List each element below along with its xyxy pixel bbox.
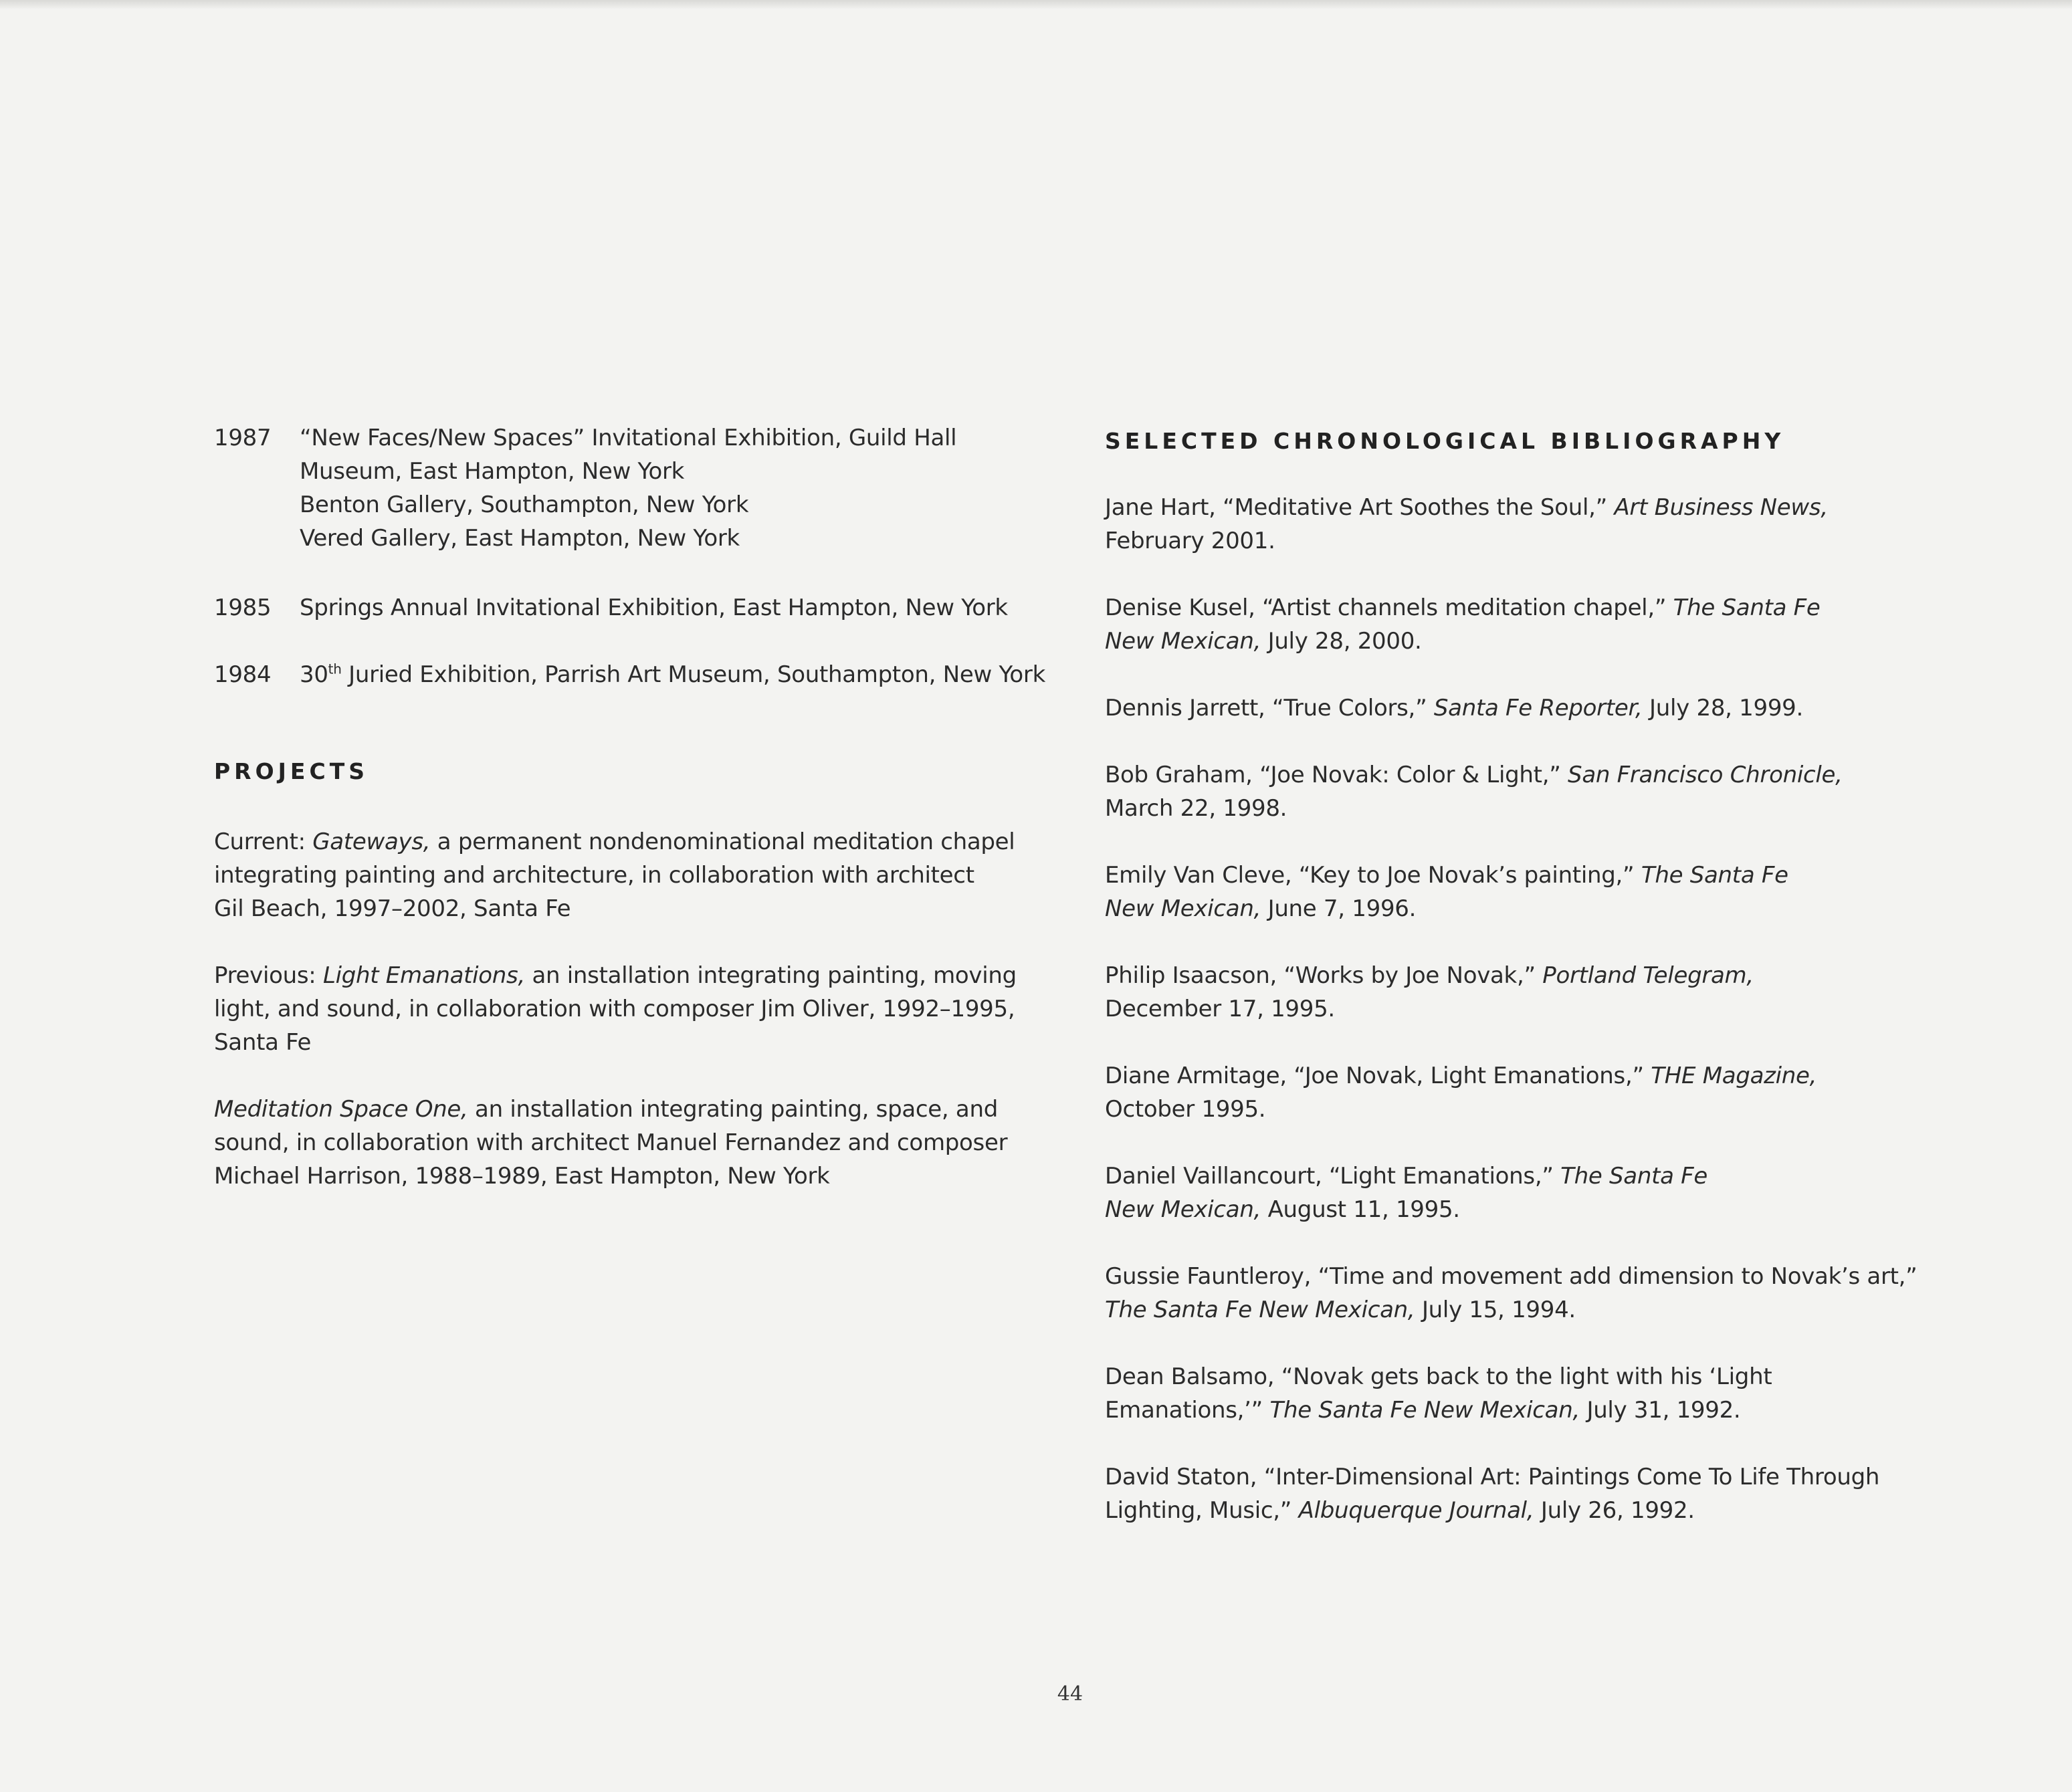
bib-publication: The Santa Fe	[1560, 1163, 1708, 1190]
project-current	[214, 825, 1015, 925]
projects-heading: PROJECTS	[214, 758, 369, 784]
bib-author-title: Denise Kusel, “Artist channels meditation chapel,”	[1105, 594, 1673, 621]
exhibition-line-rest: Juried Exhibition, Parrish Art Museum, Southampton, New York	[341, 661, 1045, 688]
page-top-edge	[0, 0, 2072, 9]
bib-date: July 31, 1992.	[1579, 1397, 1741, 1424]
bibliography-entry	[1105, 691, 1803, 725]
bib-date: July 15, 1994.	[1415, 1297, 1576, 1323]
bib-author-title: Gussie Fauntleroy, “Time and movement add dimension to Novak’s art,”	[1105, 1263, 1918, 1290]
bib-line	[1105, 1393, 1772, 1427]
bib-line	[1105, 1293, 1917, 1327]
exhibition-line: Vered Gallery, East Hampton, New York	[300, 525, 740, 552]
bibliography-entry	[1105, 491, 1828, 558]
bibliography-entry	[1105, 1159, 1707, 1226]
project-line: sound, in collaboration with architect Manuel Fernandez and composer	[214, 1129, 1008, 1156]
bib-publication: The Santa Fe	[1641, 862, 1788, 889]
bib-author-title: Emily Van Cleve, “Key to Joe Novak’s painting,”	[1105, 862, 1641, 889]
bib-line	[1105, 625, 1821, 658]
bib-publication: The Santa Fe New Mexican,	[1105, 1297, 1415, 1323]
bib-author-title: Bob Graham, “Joe Novak: Color & Light,”	[1105, 762, 1568, 788]
project-text: a permanent nondenominational meditation chapel	[430, 828, 1015, 855]
bib-publication: Santa Fe Reporter,	[1433, 695, 1643, 721]
bib-title-end: Lighting, Music,”	[1105, 1497, 1299, 1524]
bib-publication: Portland Telegram,	[1542, 962, 1754, 989]
bib-line	[1105, 892, 1788, 925]
project-label: Previous:	[214, 962, 323, 989]
bib-line	[1105, 691, 1803, 725]
bib-publication: Albuquerque Journal,	[1298, 1497, 1534, 1524]
project-title: Gateways,	[312, 828, 431, 855]
bibliography-entry	[1105, 959, 1754, 1026]
project-line	[214, 825, 1015, 859]
project-text: an installation integrating painting, moving	[524, 962, 1017, 989]
bib-line	[1105, 1494, 1879, 1527]
project-title: Meditation Space One,	[214, 1096, 468, 1123]
bib-publication: San Francisco Chronicle,	[1568, 762, 1843, 788]
exhibition-entry	[214, 591, 1008, 625]
bib-publication: The Santa Fe New Mexican,	[1269, 1397, 1580, 1424]
project-line: integrating painting and architecture, in collaboration with architect	[214, 862, 974, 889]
bib-date: July 26, 1992.	[1534, 1497, 1695, 1524]
bib-publication: Art Business News,	[1614, 494, 1828, 521]
bib-line	[1105, 859, 1788, 892]
bib-author-title: David Staton, “Inter-Dimensional Art: Paintings Come To Life Through	[1105, 1464, 1880, 1490]
project-line	[214, 959, 1017, 992]
exhibition-lines	[300, 591, 1008, 625]
bib-publication: The Santa Fe	[1673, 594, 1821, 621]
exhibition-entry	[214, 421, 956, 555]
exhibition-line: “New Faces/New Spaces” Invitational Exhibition, Guild Hall	[300, 425, 957, 451]
project-meditation	[214, 1093, 1007, 1193]
project-line: Michael Harrison, 1988–1989, East Hampton, New York	[214, 1163, 830, 1190]
bib-author-title: Dennis Jarrett, “True Colors,”	[1105, 695, 1434, 721]
exhibition-year: 1987	[214, 425, 272, 451]
bib-line	[1105, 758, 1843, 792]
page-number: 44	[1057, 1682, 1083, 1706]
bib-publication: New Mexican,	[1105, 628, 1261, 655]
project-text: an installation integrating painting, space, and	[468, 1096, 998, 1123]
bibliography-entry	[1105, 1059, 1817, 1126]
exhibition-line: Museum, East Hampton, New York	[300, 458, 685, 485]
bib-publication: THE Magazine,	[1651, 1062, 1817, 1089]
project-title: Light Emanations,	[322, 962, 525, 989]
bib-publication: New Mexican,	[1105, 895, 1261, 922]
exhibition-lines	[300, 421, 956, 555]
ordinal-number: 30	[300, 661, 328, 688]
bib-line	[1105, 1159, 1707, 1193]
bib-date: December 17, 1995.	[1105, 996, 1335, 1022]
bib-line	[1105, 1059, 1817, 1093]
bib-date: August 11, 1995.	[1261, 1196, 1460, 1223]
bib-date: October 1995.	[1105, 1096, 1266, 1123]
bib-date: July 28, 2000.	[1261, 628, 1422, 655]
bibliography-entry	[1105, 859, 1788, 925]
bibliography-entry	[1105, 591, 1821, 658]
bibliography-entry	[1105, 758, 1843, 825]
project-line: Gil Beach, 1997–2002, Santa Fe	[214, 895, 571, 922]
exhibition-line: Benton Gallery, Southampton, New York	[300, 491, 749, 518]
bib-publication: New Mexican,	[1105, 1196, 1261, 1223]
bib-line	[1105, 959, 1754, 992]
project-line	[214, 1093, 1007, 1126]
bib-date: March 22, 1998.	[1105, 795, 1287, 822]
bibliography-entry	[1105, 1260, 1917, 1327]
project-previous	[214, 959, 1017, 1059]
exhibition-line: Springs Annual Invitational Exhibition, East Hampton, New York	[300, 594, 1008, 621]
exhibition-line	[300, 658, 1045, 691]
bib-date: February 2001.	[1105, 528, 1275, 554]
bib-author-title: Diane Armitage, “Joe Novak, Light Emanations,”	[1105, 1062, 1651, 1089]
bib-author-title: Philip Isaacson, “Works by Joe Novak,”	[1105, 962, 1543, 989]
bib-date: July 28, 1999.	[1642, 695, 1804, 721]
project-line: Santa Fe	[214, 1029, 312, 1056]
bib-date: June 7, 1996.	[1261, 895, 1417, 922]
project-line: light, and sound, in collaboration with composer Jim Oliver, 1992–1995,	[214, 996, 1015, 1022]
bib-title-end: Emanations,’”	[1105, 1397, 1270, 1424]
bibliography-entry	[1105, 1360, 1772, 1427]
exhibition-year: 1985	[214, 594, 272, 621]
exhibition-year: 1984	[214, 661, 272, 688]
exhibition-entry	[214, 658, 1045, 691]
bib-line	[1105, 491, 1828, 524]
bib-line	[1105, 1193, 1707, 1226]
bib-line	[1105, 591, 1821, 625]
bib-author-title: Dean Balsamo, “Novak gets back to the light with his ‘Light	[1105, 1363, 1772, 1390]
exhibition-lines	[300, 658, 1045, 691]
project-label: Current:	[214, 828, 313, 855]
bib-author-title: Daniel Vaillancourt, “Light Emanations,”	[1105, 1163, 1561, 1190]
bibliography-heading: SELECTED CHRONOLOGICAL BIBLIOGRAPHY	[1105, 428, 1785, 454]
ordinal-suffix: th	[328, 661, 342, 677]
bib-author-title: Jane Hart, “Meditative Art Soothes the Soul,”	[1105, 494, 1615, 521]
bibliography-entry	[1105, 1460, 1879, 1527]
